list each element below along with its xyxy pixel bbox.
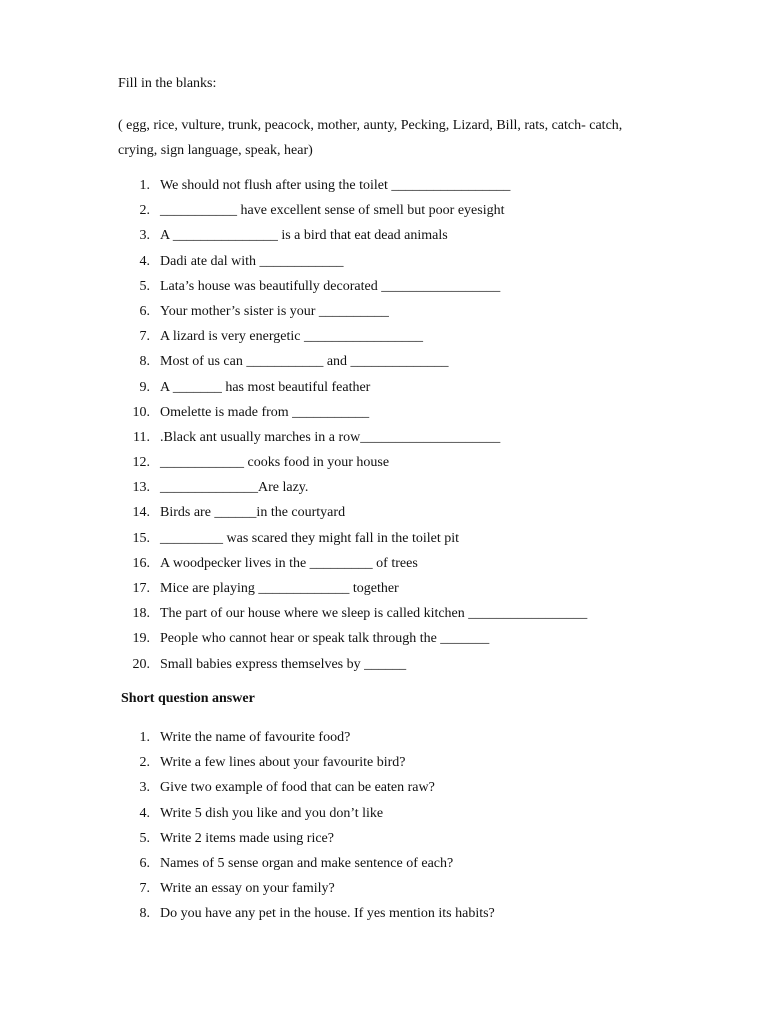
item-text: The part of our house where we sleep is called kitchen _________________: [160, 606, 588, 622]
item-text: _________ was scared they might fall in the toilet pit: [160, 530, 459, 546]
word-bank: ( egg, rice, vulture, trunk, peacock, mother, aunty, Pecking, Lizard, Bill, rats, catch- catch, crying, sign language, speak, hear): [118, 118, 623, 158]
item-text: Omelette is made from ___________: [160, 404, 370, 420]
item-number: 5.: [139, 830, 150, 846]
item-number: 13.: [132, 480, 150, 496]
item-number: 15.: [132, 530, 150, 546]
item-text: A lizard is very energetic _________________: [160, 329, 423, 345]
item-number: 1.: [139, 730, 150, 745]
item-text: We should not flush after using the toilet _________________: [160, 178, 511, 193]
item-number: 11.: [133, 429, 150, 445]
item-text: A woodpecker lives in the _________ of trees: [160, 555, 418, 571]
item-text: Write an essay on your family?: [160, 881, 335, 897]
item-number: 9.: [139, 379, 150, 395]
item-number: 14.: [132, 505, 150, 521]
item-text: Write the name of favourite food?: [160, 730, 351, 745]
item-text: Write a few lines about your favourite bird?: [160, 755, 406, 771]
item-text: .Black ant usually marches in a row____________________: [160, 429, 501, 445]
item-number: 18.: [132, 606, 150, 622]
item-number: 17.: [132, 581, 150, 596]
item-number: 8.: [139, 354, 150, 370]
item-number: 10.: [132, 404, 150, 420]
item-text: Write 5 dish you like and you don’t like: [160, 805, 384, 821]
item-text: Write 2 items made using rice?: [160, 830, 334, 846]
item-number: 4.: [139, 805, 150, 821]
item-number: 7.: [139, 881, 150, 897]
item-number: 16.: [132, 555, 150, 571]
item-text: Your mother’s sister is your __________: [160, 303, 389, 319]
item-number: 3.: [139, 228, 150, 244]
item-number: 5.: [139, 278, 150, 294]
item-text: ______________Are lazy.: [160, 480, 309, 496]
item-number: 19.: [132, 631, 150, 647]
item-text: Do you have any pet in the house. If yes mention its habits?: [160, 906, 495, 922]
item-number: 4.: [139, 253, 150, 269]
item-text: Birds are ______in the courtyard: [160, 505, 346, 521]
fill-in-heading: Fill in the blanks:: [118, 76, 217, 91]
short-answer-heading: Short question answer: [121, 691, 255, 706]
item-text: Small babies express themselves by ______: [160, 656, 407, 672]
item-text: People who cannot hear or speak talk through the _______: [160, 631, 490, 647]
item-number: 20.: [132, 656, 150, 672]
item-number: 1.: [139, 178, 150, 193]
item-number: 2.: [139, 755, 150, 771]
item-number: 6.: [139, 303, 150, 319]
item-text: Lata’s house was beautifully decorated _________________: [160, 278, 501, 294]
item-text: Mice are playing _____________ together: [160, 581, 399, 596]
item-number: 12.: [132, 455, 150, 471]
item-text: Give two example of food that can be eaten raw?: [160, 780, 435, 796]
item-number: 7.: [139, 329, 150, 345]
item-number: 2.: [139, 203, 150, 219]
item-text: ___________ have excellent sense of smell but poor eyesight: [160, 203, 505, 219]
item-number: 6.: [139, 855, 150, 871]
item-number: 8.: [139, 906, 150, 922]
item-number: 3.: [139, 780, 150, 796]
item-text: ____________ cooks food in your house: [160, 455, 390, 471]
item-text: A _______ has most beautiful feather: [160, 379, 371, 395]
item-text: Names of 5 sense organ and make sentence of each?: [160, 855, 454, 871]
item-text: Most of us can ___________ and ______________: [160, 354, 449, 370]
item-text: Dadi ate dal with ____________: [160, 253, 344, 269]
item-text: A _______________ is a bird that eat dead animals: [160, 228, 448, 244]
